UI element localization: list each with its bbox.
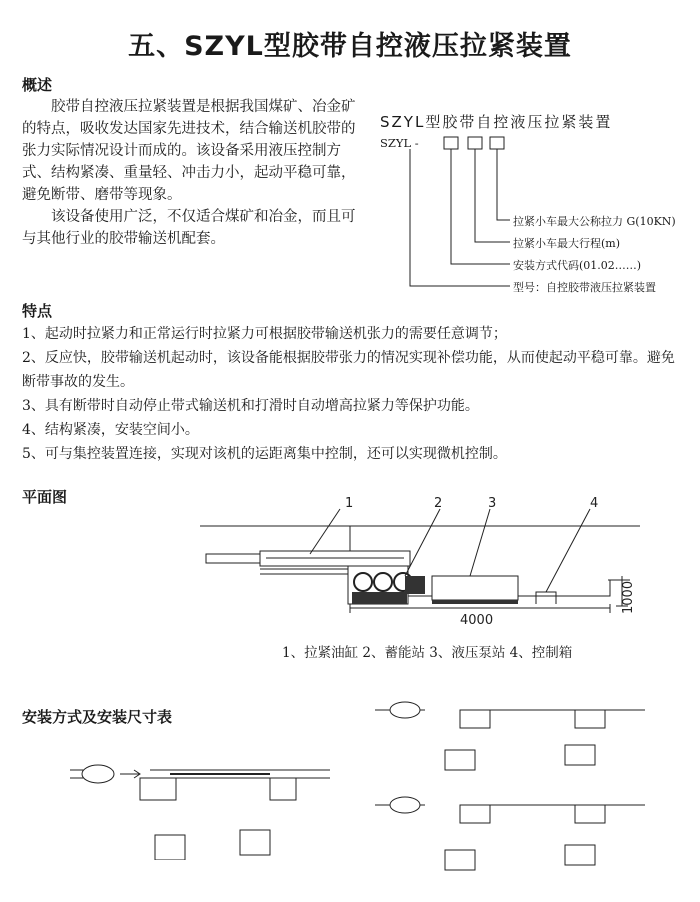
feature-item: 5、可与集控装置连接，实现对该机的运距离集中控制，还可以实现微机控制。	[22, 446, 507, 462]
code-box	[468, 137, 482, 149]
overview-text	[22, 96, 366, 250]
feature-item: 4、结构紧凑，安装空间小。	[22, 422, 199, 438]
code-desc-install: 安装方式代码(01.02……)	[513, 259, 642, 272]
feature-item: 3、具有断带时自动停止带式输送机和打滑时自动增高拉紧力等保护功能。	[22, 398, 479, 414]
callout-3: 3	[488, 496, 497, 511]
cylinder-tail	[260, 569, 350, 574]
code-desc-model: 型号：自控胶带液压拉紧装置	[513, 281, 656, 294]
overview-paragraph: 该设备使用广泛，不仅适合煤矿和冶金，而且可与其他行业的胶带输送机配套。	[22, 209, 356, 247]
install-variant-1	[375, 702, 645, 770]
plan-heading: 平面图	[22, 488, 68, 506]
callout-leader	[310, 509, 340, 554]
frame	[140, 778, 176, 800]
feature-item: 2、反应快，胶带输送机起动时，该设备能根据胶带张力的情况实现补偿功能，从而使起动平稳可靠。避免断带事故的发生。	[22, 350, 675, 390]
code-desc-force: 拉紧小车最大公称拉力 G(10KN)	[513, 215, 676, 228]
callout-2: 2	[434, 496, 443, 511]
install-heading: 安装方式及安装尺寸表	[22, 708, 173, 726]
accumulator-station	[348, 566, 425, 604]
callout-leader	[470, 509, 490, 576]
plan-drawing	[200, 496, 640, 636]
code-desc-stroke: 拉紧小车最大行程(m)	[513, 237, 621, 250]
install-method-drawing	[60, 750, 340, 860]
model-code-prefix: SZYL -	[380, 136, 419, 150]
overview-heading: 概述	[22, 76, 53, 94]
callout-leader	[405, 509, 440, 576]
page-title: 五、SZYL型胶带自控液压拉紧装置	[128, 31, 572, 62]
features-list	[22, 322, 682, 466]
callout-leader	[546, 509, 590, 592]
tensioning-cylinder-rod	[206, 554, 266, 563]
plan-legend: 1、拉紧油缸 2、蓄能站 3、液压泵站 4、控制箱	[282, 645, 573, 661]
install-methods-drawings	[375, 690, 675, 895]
features-heading: 特点	[22, 302, 53, 320]
feature-item: 1、起动时拉紧力和正常运行时拉紧力可根据胶带输送机张力的需要任意调节；	[22, 326, 507, 342]
hydraulic-pump-station	[432, 576, 518, 600]
frame	[270, 778, 296, 800]
plan-frame	[240, 830, 270, 855]
pump-base	[432, 600, 518, 604]
install-variant-2	[375, 797, 645, 870]
plan-frame	[155, 835, 185, 860]
code-leader	[451, 149, 510, 264]
code-box	[490, 137, 504, 149]
code-leader	[475, 149, 510, 242]
dimension-width-label: 1000	[621, 580, 636, 614]
model-code-title: SZYL型胶带自控液压拉紧装置	[380, 113, 613, 131]
dimension-length-label: 4000	[460, 613, 494, 628]
code-box	[444, 137, 458, 149]
overview-paragraph: 胶带自控液压拉紧装置是根据我国煤矿、冶金矿的特点，吸收发达国家先进技术，结合输送机胶带的张力实际情况设计而成的。该设备采用液压控制方式、结构紧凑、重量轻、冲击力小，起动平稳可靠，避免断带、磨带等现象。	[22, 99, 356, 203]
control-box	[536, 592, 556, 604]
pulley	[82, 765, 114, 783]
code-leader	[410, 149, 510, 286]
callout-4: 4	[590, 496, 599, 511]
dimension-length	[350, 604, 610, 613]
code-leader	[497, 149, 510, 220]
arrow	[120, 770, 140, 778]
callout-1: 1	[345, 496, 354, 511]
